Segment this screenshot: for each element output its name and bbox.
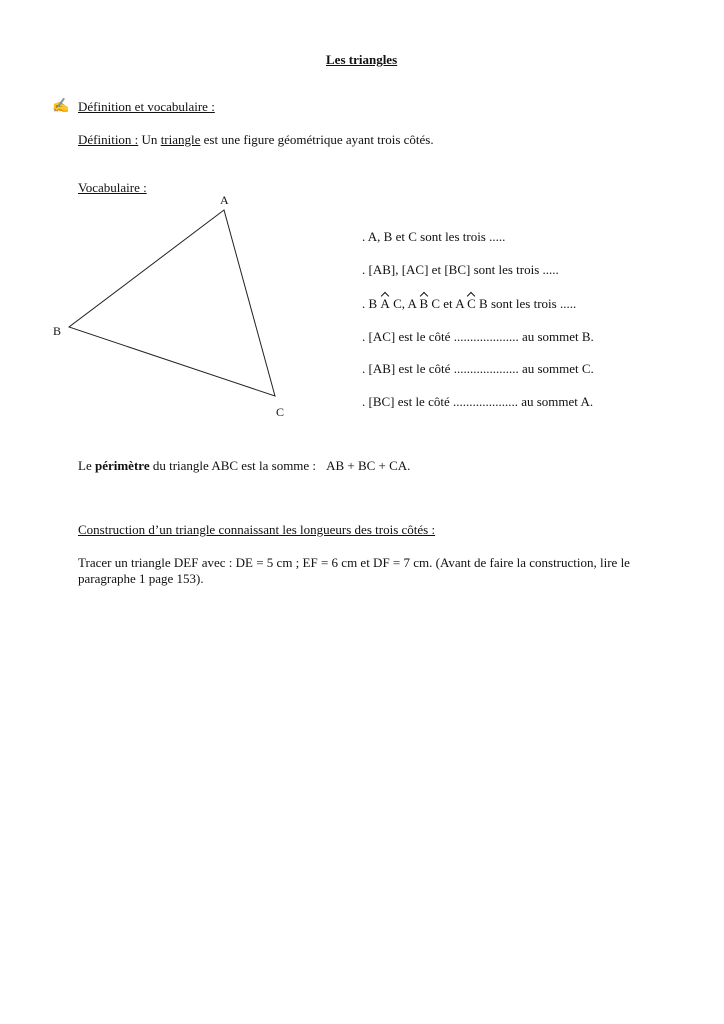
angle-bac-vertex: A: [380, 296, 390, 311]
statement-opposite-c: . [AB] est le côté .................... au sommet C.: [362, 361, 594, 376]
perimeter-pre: Le: [78, 458, 92, 473]
construction-text: Tracer un triangle DEF avec : DE = 5 cm ; EF = 6 cm et DF = 7 cm. (Avant de faire la construction, lire le paragraphe 1 page 153).: [78, 555, 630, 586]
vertex-c-label: C: [276, 405, 285, 419]
perimeter-post: du triangle ABC est la somme :: [152, 458, 317, 473]
definition-term: triangle: [160, 132, 201, 147]
definition-label: Définition :: [78, 132, 139, 147]
angle-abc-vertex: B: [419, 296, 429, 311]
statement-opposite-b: . [AC] est le côté .................... au sommet B.: [362, 329, 594, 344]
angles-suffix: B sont les trois .....: [479, 296, 577, 311]
angles-prefix: . B: [362, 296, 378, 311]
construction-heading: Construction d’un triangle connaissant les longueurs des trois côtés :: [78, 522, 436, 537]
vertex-b-label: B: [53, 324, 62, 338]
vocabulary-label: Vocabulaire :: [78, 180, 147, 195]
statement-vertices: . A, B et C sont les trois .....: [362, 229, 506, 244]
angle-acb-vertex: C: [467, 296, 476, 311]
statement-opposite-a: . [BC] est le côté .................... au sommet A.: [362, 394, 594, 409]
angles-mid1: C, A: [393, 296, 417, 311]
angles-mid2: C et A: [431, 296, 464, 311]
section-heading-definition: Définition et vocabulaire :: [78, 99, 215, 114]
statement-angles: [362, 296, 576, 312]
triangle-abc: [69, 210, 275, 396]
perimeter-line: [78, 458, 410, 474]
perimeter-term: périmètre: [94, 458, 150, 473]
page-title: Les triangles: [326, 52, 398, 67]
definition-post: est une figure géométrique ayant trois côtés.: [203, 132, 434, 147]
vertex-a-label: A: [220, 193, 229, 207]
perimeter-formula: AB + BC + CA.: [326, 458, 411, 473]
definition-pre: Un: [141, 132, 158, 147]
statement-sides: . [AB], [AC] et [BC] sont les trois .....: [362, 262, 559, 277]
writing-hand-icon: ✍: [52, 99, 70, 114]
